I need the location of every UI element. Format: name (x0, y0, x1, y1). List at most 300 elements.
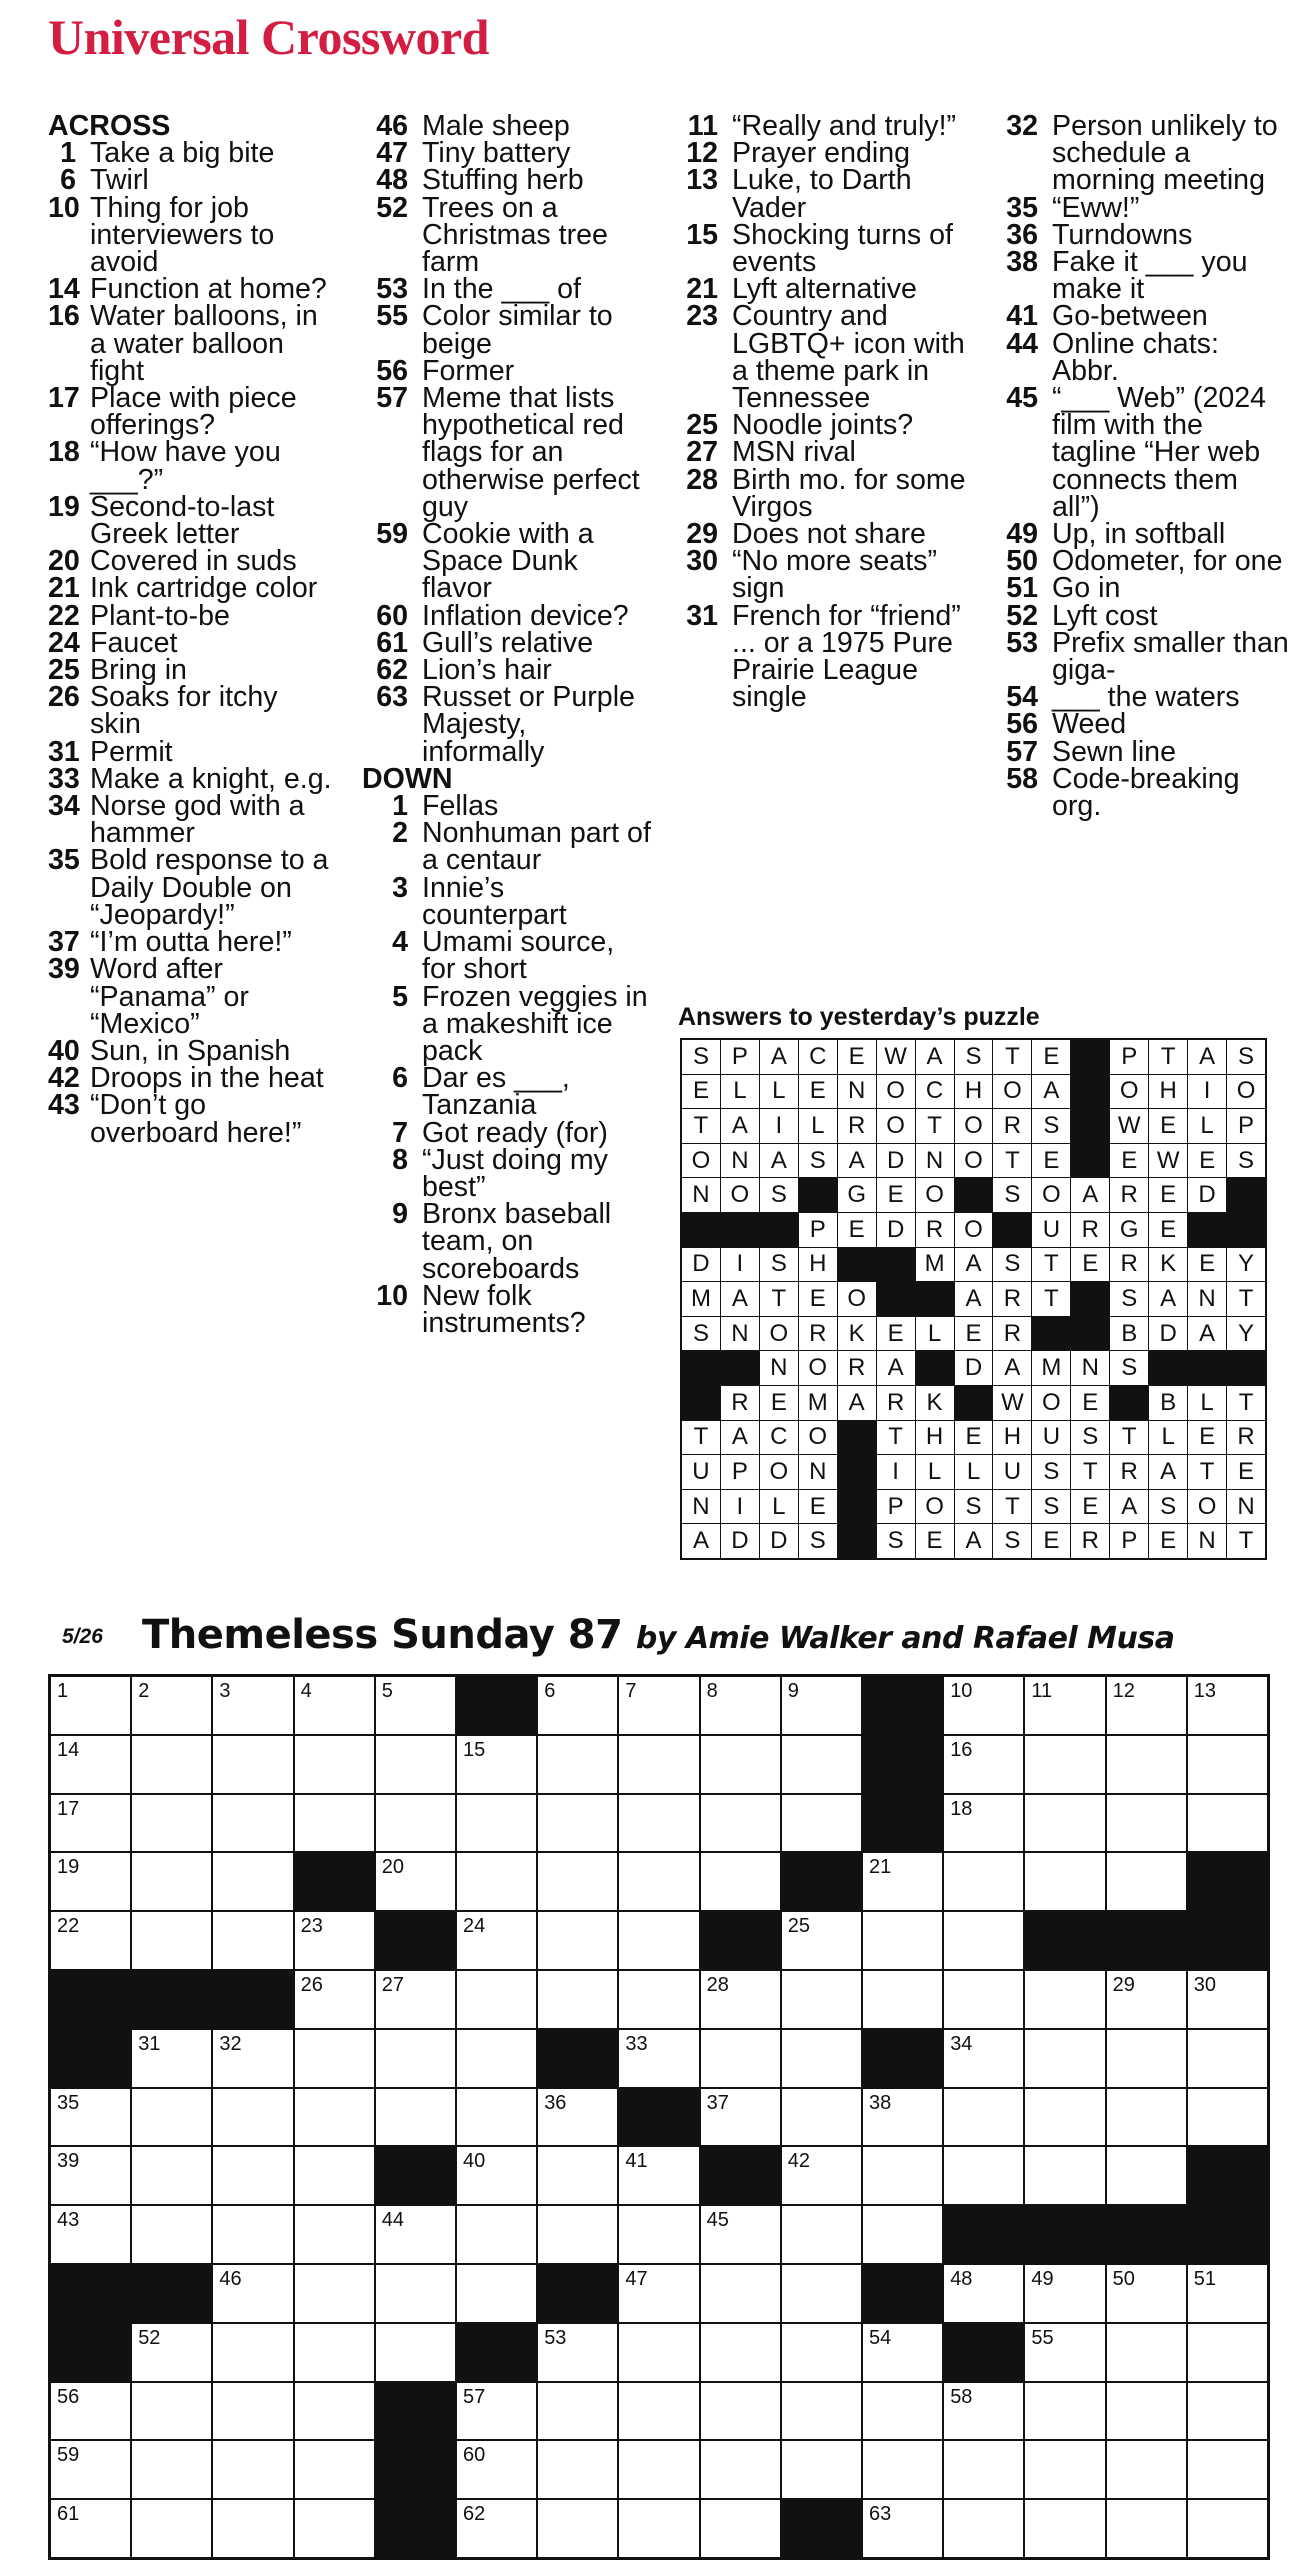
grid-cell[interactable] (1107, 1853, 1186, 1910)
grid-cell[interactable] (701, 2441, 780, 2498)
grid-cell[interactable] (1188, 1795, 1267, 1852)
answer-cell: D (1188, 1178, 1226, 1212)
grid-cell[interactable] (213, 2500, 292, 2557)
grid-cell[interactable] (295, 2206, 374, 2263)
down-clue (680, 545, 980, 605)
grid-cell[interactable] (701, 1853, 780, 1910)
answer-cell: A (760, 1144, 798, 1178)
answer-cell (721, 1213, 759, 1247)
grid-cell[interactable] (1107, 2030, 1186, 2087)
grid-cell[interactable] (376, 2324, 455, 2381)
grid-cell[interactable] (376, 1795, 455, 1852)
answer-cell: E (1071, 1386, 1109, 1420)
grid-cell[interactable] (1188, 1677, 1267, 1734)
across-clue (362, 110, 652, 142)
cell-number: 40 (462, 2150, 486, 2173)
grid-cell[interactable] (376, 1971, 455, 2028)
grid-cell[interactable] (457, 2265, 536, 2322)
grid-cell[interactable] (457, 2500, 536, 2557)
grid-cell[interactable] (944, 2265, 1023, 2322)
grid-cell[interactable] (132, 2324, 211, 2381)
grid-cell[interactable] (376, 2265, 455, 2322)
answer-cell: S (1149, 1490, 1187, 1524)
answer-cell: R (1071, 1524, 1109, 1558)
grid-cell[interactable] (782, 2265, 861, 2322)
clues-column-4 (1000, 110, 1291, 823)
grid-cell[interactable] (376, 2206, 455, 2263)
grid-cell[interactable] (295, 1795, 374, 1852)
grid-cell[interactable] (132, 1853, 211, 1910)
grid-cell[interactable] (782, 2089, 861, 2146)
grid-cell[interactable] (944, 1795, 1023, 1852)
grid-cell[interactable] (782, 1971, 861, 2028)
clue-number: 25 (48, 654, 80, 687)
grid-cell[interactable] (782, 2441, 861, 2498)
grid-cell[interactable] (1107, 1971, 1186, 2028)
grid-cell[interactable] (701, 2030, 780, 2087)
grid-cell[interactable] (1107, 2147, 1186, 2204)
answer-cell: T (1110, 1421, 1148, 1455)
grid-cell[interactable] (944, 1853, 1023, 1910)
grid-cell[interactable] (944, 1971, 1023, 2028)
down-clue (680, 164, 980, 224)
answer-cell: G (1110, 1213, 1148, 1247)
grid-cell[interactable] (213, 2441, 292, 2498)
answer-cell: A (1071, 1178, 1109, 1212)
grid-cell[interactable] (782, 1795, 861, 1852)
grid-cell[interactable] (1025, 1853, 1104, 1910)
clue-text: Birth mo. for some Virgos (732, 463, 966, 523)
grid-cell[interactable] (863, 2441, 942, 2498)
grid-cell[interactable] (619, 2324, 698, 2381)
grid-cell[interactable] (132, 2147, 211, 2204)
byline: by Amie Walker and Rafael Musa (635, 1621, 1175, 1656)
cell-number: 13 (1193, 1680, 1217, 1702)
black-square (1188, 2147, 1267, 2204)
clue-text: Plant-to-be (90, 599, 230, 632)
cell-number: 33 (625, 2032, 648, 2055)
grid-cell[interactable] (132, 1912, 211, 1969)
grid-cell[interactable] (1025, 1677, 1104, 1734)
grid-cell[interactable] (1025, 1971, 1104, 2028)
grid-cell[interactable] (295, 2383, 374, 2440)
clue-text: Noodle joints? (732, 409, 914, 442)
grid-cell[interactable] (295, 1677, 374, 1734)
grid-cell[interactable] (619, 2206, 698, 2263)
grid-cell[interactable] (213, 1795, 292, 1852)
cell-number: 51 (1193, 2267, 1217, 2290)
grid-cell[interactable] (213, 1677, 292, 1734)
answer-cell: U (682, 1455, 720, 1489)
grid-cell[interactable] (863, 1853, 942, 1910)
clue-text: Code-breaking org. (1052, 762, 1240, 823)
grid-cell[interactable] (213, 2324, 292, 2381)
black-square (213, 1971, 292, 2028)
grid-cell[interactable] (1107, 2383, 1186, 2440)
grid-cell[interactable] (51, 2383, 130, 2440)
clue-number: 26 (48, 681, 80, 714)
clue-number: 6 (60, 164, 76, 197)
grid-cell[interactable] (538, 2441, 617, 2498)
grid-cell[interactable] (132, 2383, 211, 2440)
grid-cell[interactable] (782, 2383, 861, 2440)
grid-cell[interactable] (132, 2500, 211, 2557)
grid-cell[interactable] (782, 2147, 861, 2204)
grid-cell[interactable] (1188, 2441, 1267, 2498)
grid-cell[interactable] (1188, 2500, 1267, 2557)
grid-cell[interactable] (1025, 2324, 1104, 2381)
answer-cell: E (799, 1282, 837, 1316)
grid-cell[interactable] (295, 2030, 374, 2087)
cell-number: 12 (1112, 1680, 1135, 1702)
clue-text: New folk instruments? (422, 1279, 586, 1339)
grid-cell[interactable] (701, 2206, 780, 2263)
grid-cell[interactable] (376, 1677, 455, 1734)
grid-cell[interactable] (457, 2206, 536, 2263)
grid-cell[interactable] (51, 2441, 130, 2498)
black-square (863, 1677, 942, 1734)
grid-cell[interactable] (295, 2324, 374, 2381)
grid-cell[interactable] (213, 2089, 292, 2146)
grid-cell[interactable] (213, 2206, 292, 2263)
grid-cell[interactable] (619, 1677, 698, 1734)
cell-number: 22 (57, 1915, 80, 1938)
answer-cell: I (721, 1490, 759, 1524)
cell-number: 32 (219, 2032, 242, 2055)
grid-cell[interactable] (295, 1912, 374, 1969)
grid-cell[interactable] (538, 2089, 617, 2146)
grid-cell[interactable] (619, 1853, 698, 1910)
grid-cell[interactable] (376, 1853, 455, 1910)
grid-cell[interactable] (538, 1912, 617, 1969)
answer-cell: L (1188, 1386, 1226, 1420)
grid-cell[interactable] (863, 1912, 942, 1969)
grid-cell[interactable] (701, 2383, 780, 2440)
clue-number: 30 (686, 545, 718, 578)
grid-cell[interactable] (1188, 2324, 1267, 2381)
clue-text: Fake it ___ you make it (1052, 246, 1248, 306)
clues-column-3 (680, 110, 980, 714)
clue-text: Color similar to beige (422, 300, 613, 360)
grid-cell[interactable] (782, 1677, 861, 1734)
black-square (538, 2030, 617, 2087)
black-square (376, 2147, 455, 2204)
answer-cell: A (955, 1282, 993, 1316)
grid-cell[interactable] (1025, 2383, 1104, 2440)
grid-cell[interactable] (619, 1795, 698, 1852)
across-clue (48, 490, 336, 551)
grid-cell[interactable] (457, 2147, 536, 2204)
grid-cell[interactable] (538, 2324, 617, 2381)
answer-cell: T (1188, 1455, 1226, 1489)
grid-cell[interactable] (863, 2147, 942, 2204)
grid-cell[interactable] (1107, 1736, 1186, 1793)
grid-cell[interactable] (132, 2030, 211, 2087)
grid-cell[interactable] (213, 1912, 292, 1969)
clue-number: 38 (1006, 246, 1038, 279)
grid-cell[interactable] (538, 1736, 617, 1793)
grid-cell[interactable] (457, 1795, 536, 1852)
grid-cell[interactable] (782, 1912, 861, 1969)
grid-cell[interactable] (51, 1795, 130, 1852)
grid-cell[interactable] (295, 2147, 374, 2204)
down-clue (680, 110, 980, 142)
answer-cell: G (838, 1178, 876, 1212)
answer-cell: I (721, 1248, 759, 1282)
answer-cell: S (955, 1040, 993, 1074)
answer-cell: T (682, 1109, 720, 1143)
grid-cell[interactable] (1107, 2500, 1186, 2557)
answer-cell: R (916, 1213, 954, 1247)
grid-cell[interactable] (1107, 1795, 1186, 1852)
answer-cell: O (838, 1282, 876, 1316)
answer-cell: T (1227, 1524, 1265, 1558)
answer-cell: T (993, 1144, 1031, 1178)
grid-cell[interactable] (376, 1736, 455, 1793)
grid-cell[interactable] (51, 1912, 130, 1969)
answer-cell: N (1227, 1490, 1265, 1524)
grid-cell[interactable] (619, 2500, 698, 2557)
grid-cell[interactable] (132, 2441, 211, 2498)
grid-cell[interactable] (1107, 2089, 1186, 2146)
grid-cell[interactable] (1188, 2383, 1267, 2440)
grid-cell[interactable] (619, 1971, 698, 2028)
grid-cell[interactable] (457, 1971, 536, 2028)
answer-cell: I (877, 1455, 915, 1489)
grid-cell[interactable] (51, 2206, 130, 2263)
grid-cell[interactable] (782, 2030, 861, 2087)
answer-cell: A (1188, 1040, 1226, 1074)
grid-cell[interactable] (457, 2030, 536, 2087)
grid-cell[interactable] (51, 1677, 130, 1734)
grid-cell[interactable] (295, 2441, 374, 2498)
grid-cell[interactable] (1025, 1736, 1104, 1793)
answer-cell: S (682, 1317, 720, 1351)
answer-cell (877, 1282, 915, 1316)
grid-cell[interactable] (295, 2089, 374, 2146)
clue-number: 22 (48, 599, 80, 632)
grid-cell[interactable] (457, 2089, 536, 2146)
grid-cell[interactable] (619, 1912, 698, 1969)
answer-cell: W (1149, 1144, 1187, 1178)
grid-cell[interactable] (1188, 1736, 1267, 1793)
grid-cell[interactable] (213, 1736, 292, 1793)
grid-cell[interactable] (132, 2089, 211, 2146)
grid-cell[interactable] (538, 1677, 617, 1734)
grid-cell[interactable] (782, 2324, 861, 2381)
grid-cell[interactable] (538, 1795, 617, 1852)
grid-cell[interactable] (51, 1736, 130, 1793)
down-heading: DOWN (362, 762, 453, 795)
grid-cell[interactable] (1188, 2265, 1267, 2322)
grid-cell[interactable] (1025, 2030, 1104, 2087)
grid-cell[interactable] (213, 2383, 292, 2440)
black-square (51, 1971, 130, 2028)
grid-cell[interactable] (457, 2383, 536, 2440)
grid-cell[interactable] (295, 1971, 374, 2028)
grid-cell[interactable] (944, 1677, 1023, 1734)
answer-cell: P (1110, 1524, 1148, 1558)
grid-cell[interactable] (619, 2265, 698, 2322)
grid-cell[interactable] (944, 1912, 1023, 1969)
cell-number: 48 (950, 2267, 973, 2290)
clue-number: 10 (48, 191, 80, 224)
grid-cell[interactable] (132, 2206, 211, 2263)
grid-cell[interactable] (51, 2089, 130, 2146)
grid-cell[interactable] (1107, 2265, 1186, 2322)
answer-cell: O (799, 1421, 837, 1455)
grid-cell[interactable] (619, 1736, 698, 1793)
clue-text: Function at home? (90, 273, 327, 306)
grid-cell[interactable] (295, 2265, 374, 2322)
grid-cell[interactable] (863, 1971, 942, 2028)
clue-text: Russet or Purple Majesty, informally (422, 681, 635, 768)
grid-cell[interactable] (619, 2441, 698, 2498)
grid-cell[interactable] (538, 2500, 617, 2557)
grid-cell[interactable] (863, 2089, 942, 2146)
grid-cell[interactable] (457, 1853, 536, 1910)
answer-cell: A (993, 1351, 1031, 1385)
grid-cell[interactable] (701, 1795, 780, 1852)
grid-cell[interactable] (1025, 2500, 1104, 2557)
cell-number: 46 (219, 2267, 242, 2290)
black-square (538, 2265, 617, 2322)
clue-number: 6 (392, 1062, 408, 1095)
grid-cell[interactable] (51, 2500, 130, 2557)
grid-cell[interactable] (944, 2441, 1023, 2498)
clue-text: Thing for job interviewers to avoid (90, 191, 275, 279)
grid-cell[interactable] (619, 2383, 698, 2440)
answer-cell: E (760, 1386, 798, 1420)
clue-text: Trees on a Christmas tree farm (422, 191, 608, 279)
grid-cell[interactable] (538, 1853, 617, 1910)
page-title: Universal Crossword (48, 9, 489, 65)
clue-text: Luke, to Darth Vader (732, 164, 912, 224)
grid-cell[interactable] (376, 2030, 455, 2087)
answer-cell (1149, 1351, 1187, 1385)
grid-cell[interactable] (376, 2089, 455, 2146)
grid-cell[interactable] (538, 1971, 617, 2028)
grid-cell[interactable] (782, 2206, 861, 2263)
grid-cell[interactable] (701, 1677, 780, 1734)
down-clue (362, 1116, 652, 1149)
grid-cell[interactable] (944, 2383, 1023, 2440)
grid-cell[interactable] (863, 2206, 942, 2263)
down-clue (680, 518, 980, 551)
down-clue (680, 300, 980, 415)
cell-number: 31 (138, 2032, 161, 2055)
grid-cell[interactable] (701, 2265, 780, 2322)
answer-cell: P (877, 1490, 915, 1524)
clue-number: 53 (376, 273, 408, 306)
grid-cell[interactable] (1025, 2265, 1104, 2322)
grid-cell[interactable] (1025, 1795, 1104, 1852)
grid-cell[interactable] (944, 2089, 1023, 2146)
grid-cell[interactable] (782, 1736, 861, 1793)
answer-cell: L (760, 1075, 798, 1109)
grid-cell[interactable] (213, 2265, 292, 2322)
answer-cell: S (760, 1178, 798, 1212)
grid-cell[interactable] (457, 1736, 536, 1793)
clue-text: “Eww!” (1052, 191, 1140, 224)
grid-cell[interactable] (132, 1736, 211, 1793)
grid-cell[interactable] (538, 2147, 617, 2204)
grid-cell[interactable] (1188, 2089, 1267, 2146)
across-clue (362, 273, 652, 306)
grid-cell[interactable] (863, 2500, 942, 2557)
answer-cell (1032, 1317, 1070, 1351)
grid-cell[interactable] (701, 2500, 780, 2557)
black-square (782, 1853, 861, 1910)
grid-cell[interactable] (132, 1677, 211, 1734)
grid-cell[interactable] (944, 2500, 1023, 2557)
grid-cell[interactable] (701, 1971, 780, 2028)
answer-cell: D (955, 1351, 993, 1385)
cell-number: 39 (57, 2150, 80, 2173)
clue-text: Bring in (90, 654, 187, 687)
grid-cell[interactable] (213, 2030, 292, 2087)
grid-cell[interactable] (51, 1853, 130, 1910)
grid-cell[interactable] (619, 2030, 698, 2087)
grid-cell[interactable] (944, 2147, 1023, 2204)
grid-cell[interactable] (51, 2147, 130, 2204)
grid-cell[interactable] (1188, 2030, 1267, 2087)
grid-cell[interactable] (295, 1736, 374, 1793)
grid-cell[interactable] (1025, 2147, 1104, 2204)
grid-cell[interactable] (1188, 1971, 1267, 2028)
grid-cell[interactable] (295, 2500, 374, 2557)
answer-cell: W (993, 1386, 1031, 1420)
across-clue (48, 1034, 336, 1067)
clue-number: 62 (376, 654, 408, 687)
answer-cell: S (799, 1524, 837, 1558)
clue-text: Meme that lists hypothetical red flags for an otherwise perfect guy (422, 382, 640, 523)
grid-cell[interactable] (538, 2383, 617, 2440)
grid-cell[interactable] (457, 1912, 536, 1969)
grid-cell[interactable] (1025, 2089, 1104, 2146)
clue-text: French for “friend” ... or a 1975 Pure Prairie League single (732, 599, 961, 714)
grid-cell[interactable] (619, 2147, 698, 2204)
grid-cell[interactable] (1107, 2441, 1186, 2498)
answer-cell: L (760, 1490, 798, 1524)
grid-cell[interactable] (538, 2206, 617, 2263)
grid-cell[interactable] (213, 1853, 292, 1910)
clue-number: 21 (686, 273, 718, 306)
grid-cell[interactable] (944, 2030, 1023, 2087)
grid-cell[interactable] (1107, 1677, 1186, 1734)
answer-cell (1188, 1351, 1226, 1385)
across-clue (362, 599, 652, 632)
grid-cell[interactable] (701, 2324, 780, 2381)
grid-cell[interactable] (701, 2089, 780, 2146)
answer-cell: P (1227, 1109, 1265, 1143)
answer-cell (838, 1524, 876, 1558)
across-clue (48, 191, 336, 279)
grid-cell[interactable] (1107, 2324, 1186, 2381)
grid-cell[interactable] (944, 1736, 1023, 1793)
answer-cell: D (1149, 1317, 1187, 1351)
answer-cell: S (799, 1144, 837, 1178)
grid-cell[interactable] (1025, 2441, 1104, 2498)
answer-cell: O (1032, 1178, 1070, 1212)
grid-cell[interactable] (132, 1795, 211, 1852)
grid-cell[interactable] (457, 2441, 536, 2498)
grid-cell[interactable] (863, 2383, 942, 2440)
grid-cell[interactable] (213, 2147, 292, 2204)
grid-cell[interactable] (863, 2324, 942, 2381)
answer-cell: R (877, 1386, 915, 1420)
grid-cell[interactable] (701, 1736, 780, 1793)
